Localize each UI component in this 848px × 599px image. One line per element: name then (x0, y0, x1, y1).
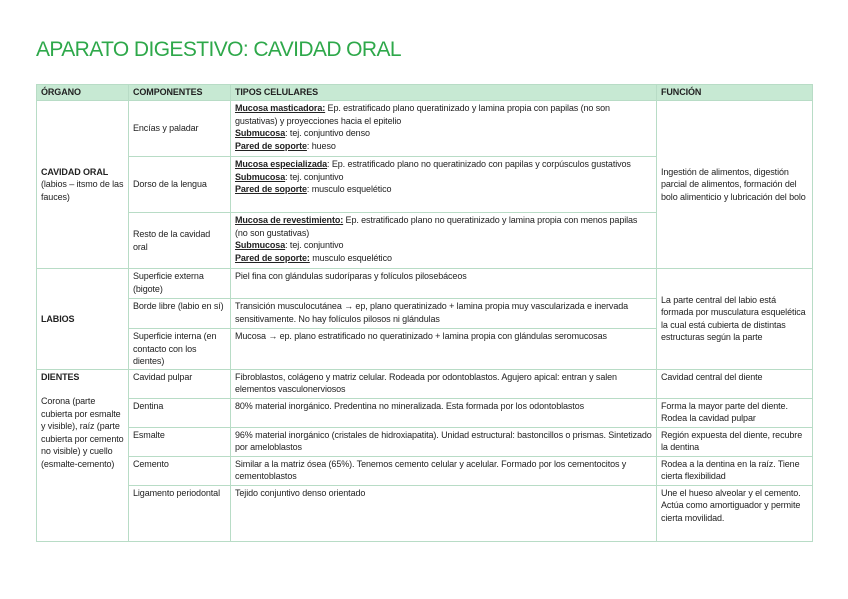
component-cell: Cavidad pulpar (129, 369, 231, 398)
component-cell: Dorso de la lengua (129, 157, 231, 213)
cell-types-cell: 96% material inorgánico (cristales de hidroxiapatita). Unidad estructural: bastoncillos o prismas. Sintetizado por ameloblastos (231, 427, 657, 456)
cell-label: Submucosa (235, 240, 286, 250)
cell-types-cell: Fibroblastos, colágeno y matriz celular. Rodeada por odontoblastos. Agujero apical: entran y salen elementos vasculonerviosos (231, 369, 657, 398)
header-funcion: FUNCIÓN (657, 85, 813, 101)
cell-label: Pared de soporte (235, 140, 307, 151)
cell-types-cell: Similar a la matriz ósea (65%). Tenemos cemento celular y acelular. Formado por los cementocitos y cementoblastos (231, 456, 657, 485)
organ-name: DIENTES (41, 371, 80, 382)
organ-cell-cavidad (37, 101, 129, 269)
table-row (37, 427, 813, 456)
component-cell: Encías y paladar (129, 101, 231, 157)
table-row (37, 101, 813, 157)
page-title: APARATO DIGESTIVO: CAVIDAD ORAL (36, 38, 401, 61)
component-cell: Resto de la cavidad oral (129, 213, 231, 269)
cell-text: : tej. conjuntivo (285, 240, 344, 250)
cell-label: Mucosa especializada (235, 159, 328, 169)
component-cell: Superficie interna (en contacto con los dientes) (129, 329, 231, 370)
table-row (37, 369, 813, 398)
cell-label: Mucosa masticadora: (235, 103, 326, 113)
organ-cell-dientes (37, 369, 129, 541)
oral-cavity-table (36, 84, 813, 542)
cell-label: Pared de soporte: (235, 252, 310, 263)
table-row (37, 269, 813, 299)
component-cell: Ligamento periodontal (129, 485, 231, 541)
table-header-row (37, 85, 813, 101)
cell-text: Ep. estratificado plano no queratinizado y lamina propia con menos papilas (no son gustativas) (235, 215, 638, 238)
component-cell: Cemento (129, 456, 231, 485)
component-cell: Superficie externa (bigote) (129, 269, 231, 299)
cell-types-cell: Mucosa → ep. plano estratificado no queratinizado + lamina propia con glándulas seromucosas (231, 329, 657, 370)
header-componentes: COMPONENTES (129, 85, 231, 101)
organ-subtitle: Corona (parte cubierta por esmalte y visible), raíz (parte cubierta por cemento no visible) y cuello (esmalte-cemento) (41, 396, 124, 469)
function-cell: Une el hueso alveolar y el cemento. Actúa como amortiguador y permite cierta movilidad. (657, 485, 813, 541)
organ-cell-labios: LABIOS (37, 269, 129, 370)
cell-text: : tej. conjuntivo denso (285, 128, 370, 138)
cell-types-cell (231, 101, 657, 157)
cell-label: Pared de soporte (235, 184, 307, 194)
function-cell: La parte central del labio está formada por musculatura esquelética la cual está cubierta de distintas estructuras según la parte (657, 269, 813, 370)
cell-types-cell: Tejido conjuntivo denso orientado (231, 485, 657, 541)
cell-types-cell: Piel fina con glándulas sudoríparas y folículos pilosebáceos (231, 269, 657, 299)
cell-text: : hueso (306, 140, 336, 151)
cell-types-cell: 80% material inorgánico. Predentina no mineralizada. Esta formada por los odontoblastos (231, 398, 657, 427)
component-cell: Borde libre (labio en sí) (129, 299, 231, 329)
function-cell: Forma la mayor parte del diente. Rodea la cavidad pulpar (657, 398, 813, 427)
component-cell: Dentina (129, 398, 231, 427)
header-organo: ÓRGANO (37, 85, 129, 101)
cell-types-cell (231, 157, 657, 213)
cell-label: Submucosa (235, 128, 286, 138)
function-cell: Cavidad central del diente (657, 369, 813, 398)
table-row (37, 456, 813, 485)
organ-name: CAVIDAD ORAL (41, 166, 109, 177)
component-cell: Esmalte (129, 427, 231, 456)
cell-text: : Ep. estratificado plano no queratinizado con papilas y corpúsculos gustativos (327, 159, 631, 169)
cell-text: musculo esquelético (309, 252, 392, 263)
table-row (37, 485, 813, 541)
cell-label: Submucosa (235, 171, 286, 182)
cell-text: : tej. conjuntivo (285, 171, 344, 182)
cell-label: Mucosa de revestimiento: (235, 215, 344, 225)
cell-types-cell (231, 213, 657, 269)
header-tipos-celulares: TIPOS CELULARES (231, 85, 657, 101)
cell-types-cell: Transición musculocutánea → ep, plano queratinizado + lamina propia muy vascularizada e inervada sensitivamente. No hay folículos pilosos ni glándulas (231, 299, 657, 329)
function-cell: Rodea a la dentina en la raíz. Tiene cierta flexibilidad (657, 456, 813, 485)
organ-subtitle: (labios – itsmo de las fauces) (41, 179, 124, 202)
cell-text: Ep. estratificado plano queratinizado y lamina propia con papilas (no son gustativas) y proyecciones hacia el epitelio (235, 103, 610, 126)
cell-text: : musculo esquelético (306, 184, 392, 194)
table-row (37, 398, 813, 427)
function-cell: Región expuesta del diente, recubre la dentina (657, 427, 813, 456)
function-cell: Ingestión de alimentos, digestión parcial de alimentos, formación del bolo alimenticio y lubricación del bolo (657, 101, 813, 269)
